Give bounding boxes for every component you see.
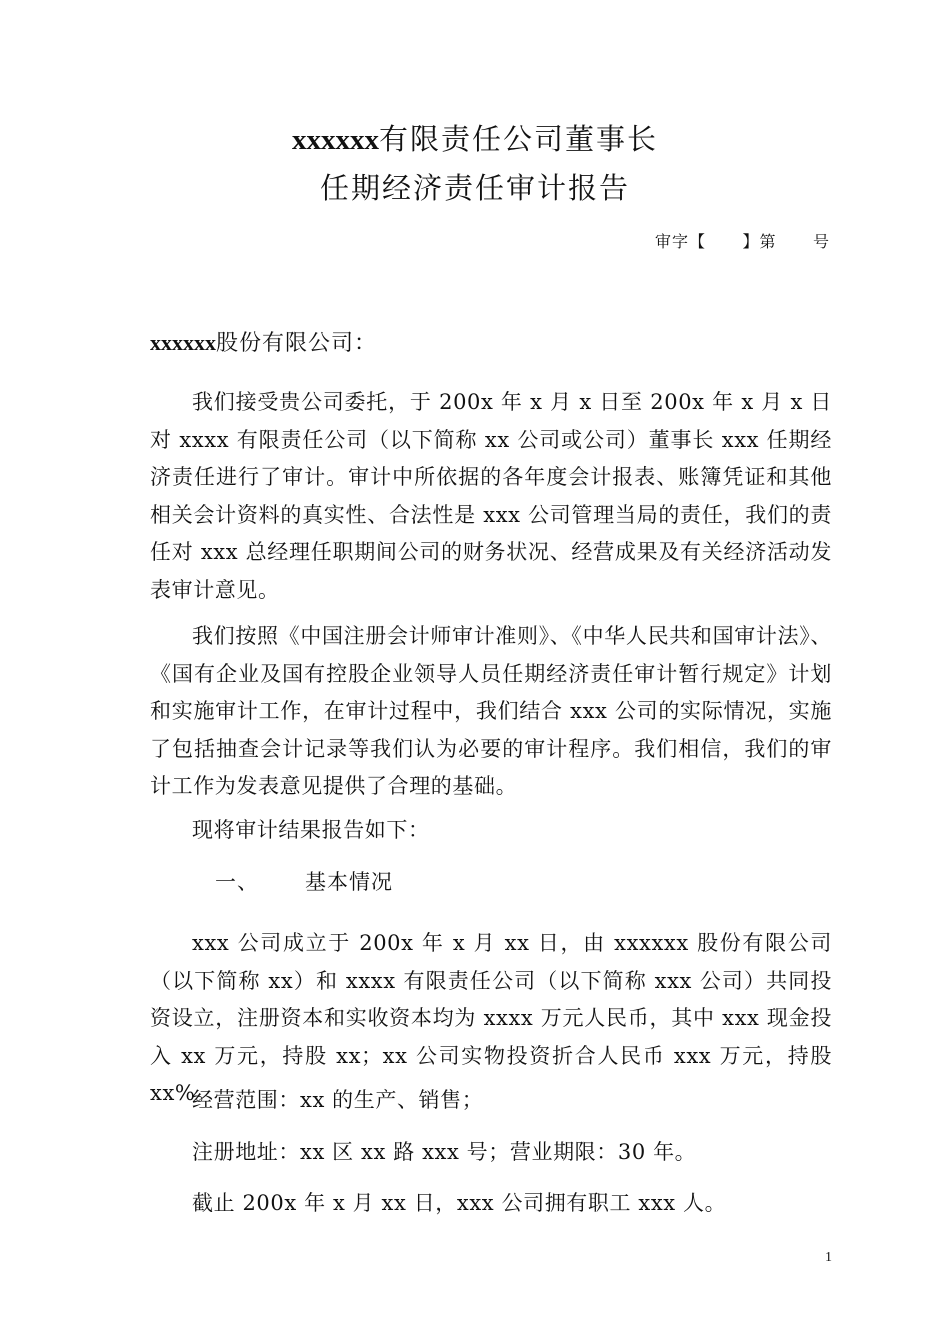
addressee [150, 326, 377, 357]
section-title: 基本情况 [305, 870, 393, 894]
section-number: 一、 [215, 870, 259, 894]
paragraph-registered-address: 注册地址：xx 区 xx 路 xxx 号；营业期限：30 年。 [192, 1140, 697, 1164]
addressee-company-name: xxxxxx [150, 330, 216, 355]
paragraph-report-intro: 现将审计结果报告如下： [192, 818, 430, 842]
addressee-company-suffix: 股份有限公司： [216, 331, 378, 356]
paragraph-standards: 我们按照《中国注册会计师审计准则》、《中华人民共和国审计法》、《国有企业及国有控股企业领导人员任期经济责任审计暂行规定》计划和实施审计工作，在审计过程中，我们结合 xxx 公司的实际情况，实施了包括抽查会计记录等我们认为必要的审计程序。我们相信，我们的审计工作为发表意见提供了合理的基础。 [150, 624, 832, 798]
paragraph-business-scope: 经营范围：xx 的生产、销售； [192, 1088, 484, 1112]
section-heading-basic-info [215, 866, 393, 896]
title-company-suffix: 有限责任公司董事长 [378, 122, 658, 156]
title-company-name: xxxxxx [291, 124, 379, 156]
report-title-line1 [0, 117, 950, 158]
page-number: 1 [825, 1250, 832, 1265]
report-title-line2: 任期经济责任审计报告 [319, 171, 630, 205]
paragraph-employee-count: 截止 200x 年 x 月 xx 日，xxx 公司拥有职工 xxx 人。 [192, 1191, 727, 1215]
document-number: 审字【 】第 号 [654, 232, 830, 251]
paragraph-company-background: xxx 公司成立于 200x 年 x 月 xx 日，由 xxxxxx 股份有限公司（以下简称 xx）和 xxxx 有限责任公司（以下简称 xxx 公司）共同投资设立，注册资本和实收资本均为 xxxx 万元人民币，其中 xxx 现金投入 xx 万元，持股 xx；xx 公司实物投资折合人民币 xxx 万元，持股 xx%。 [150, 931, 832, 1105]
paragraph-engagement: 我们接受贵公司委托，于 200x 年 x 月 x 日至 200x 年 x 月 x 日对 xxxx 有限责任公司（以下简称 xx 公司或公司）董事长 xxx 任期经济责任进行了审计。审计中所依据的各年度会计报表、账簿凭证和其他相关会计资料的真实性、合法性是 xxx 公司管理当局的责任，我们的责任对 xxx 总经理任职期间公司的财务状况、经营成果及有关经济活动发表审计意见。 [150, 390, 832, 602]
